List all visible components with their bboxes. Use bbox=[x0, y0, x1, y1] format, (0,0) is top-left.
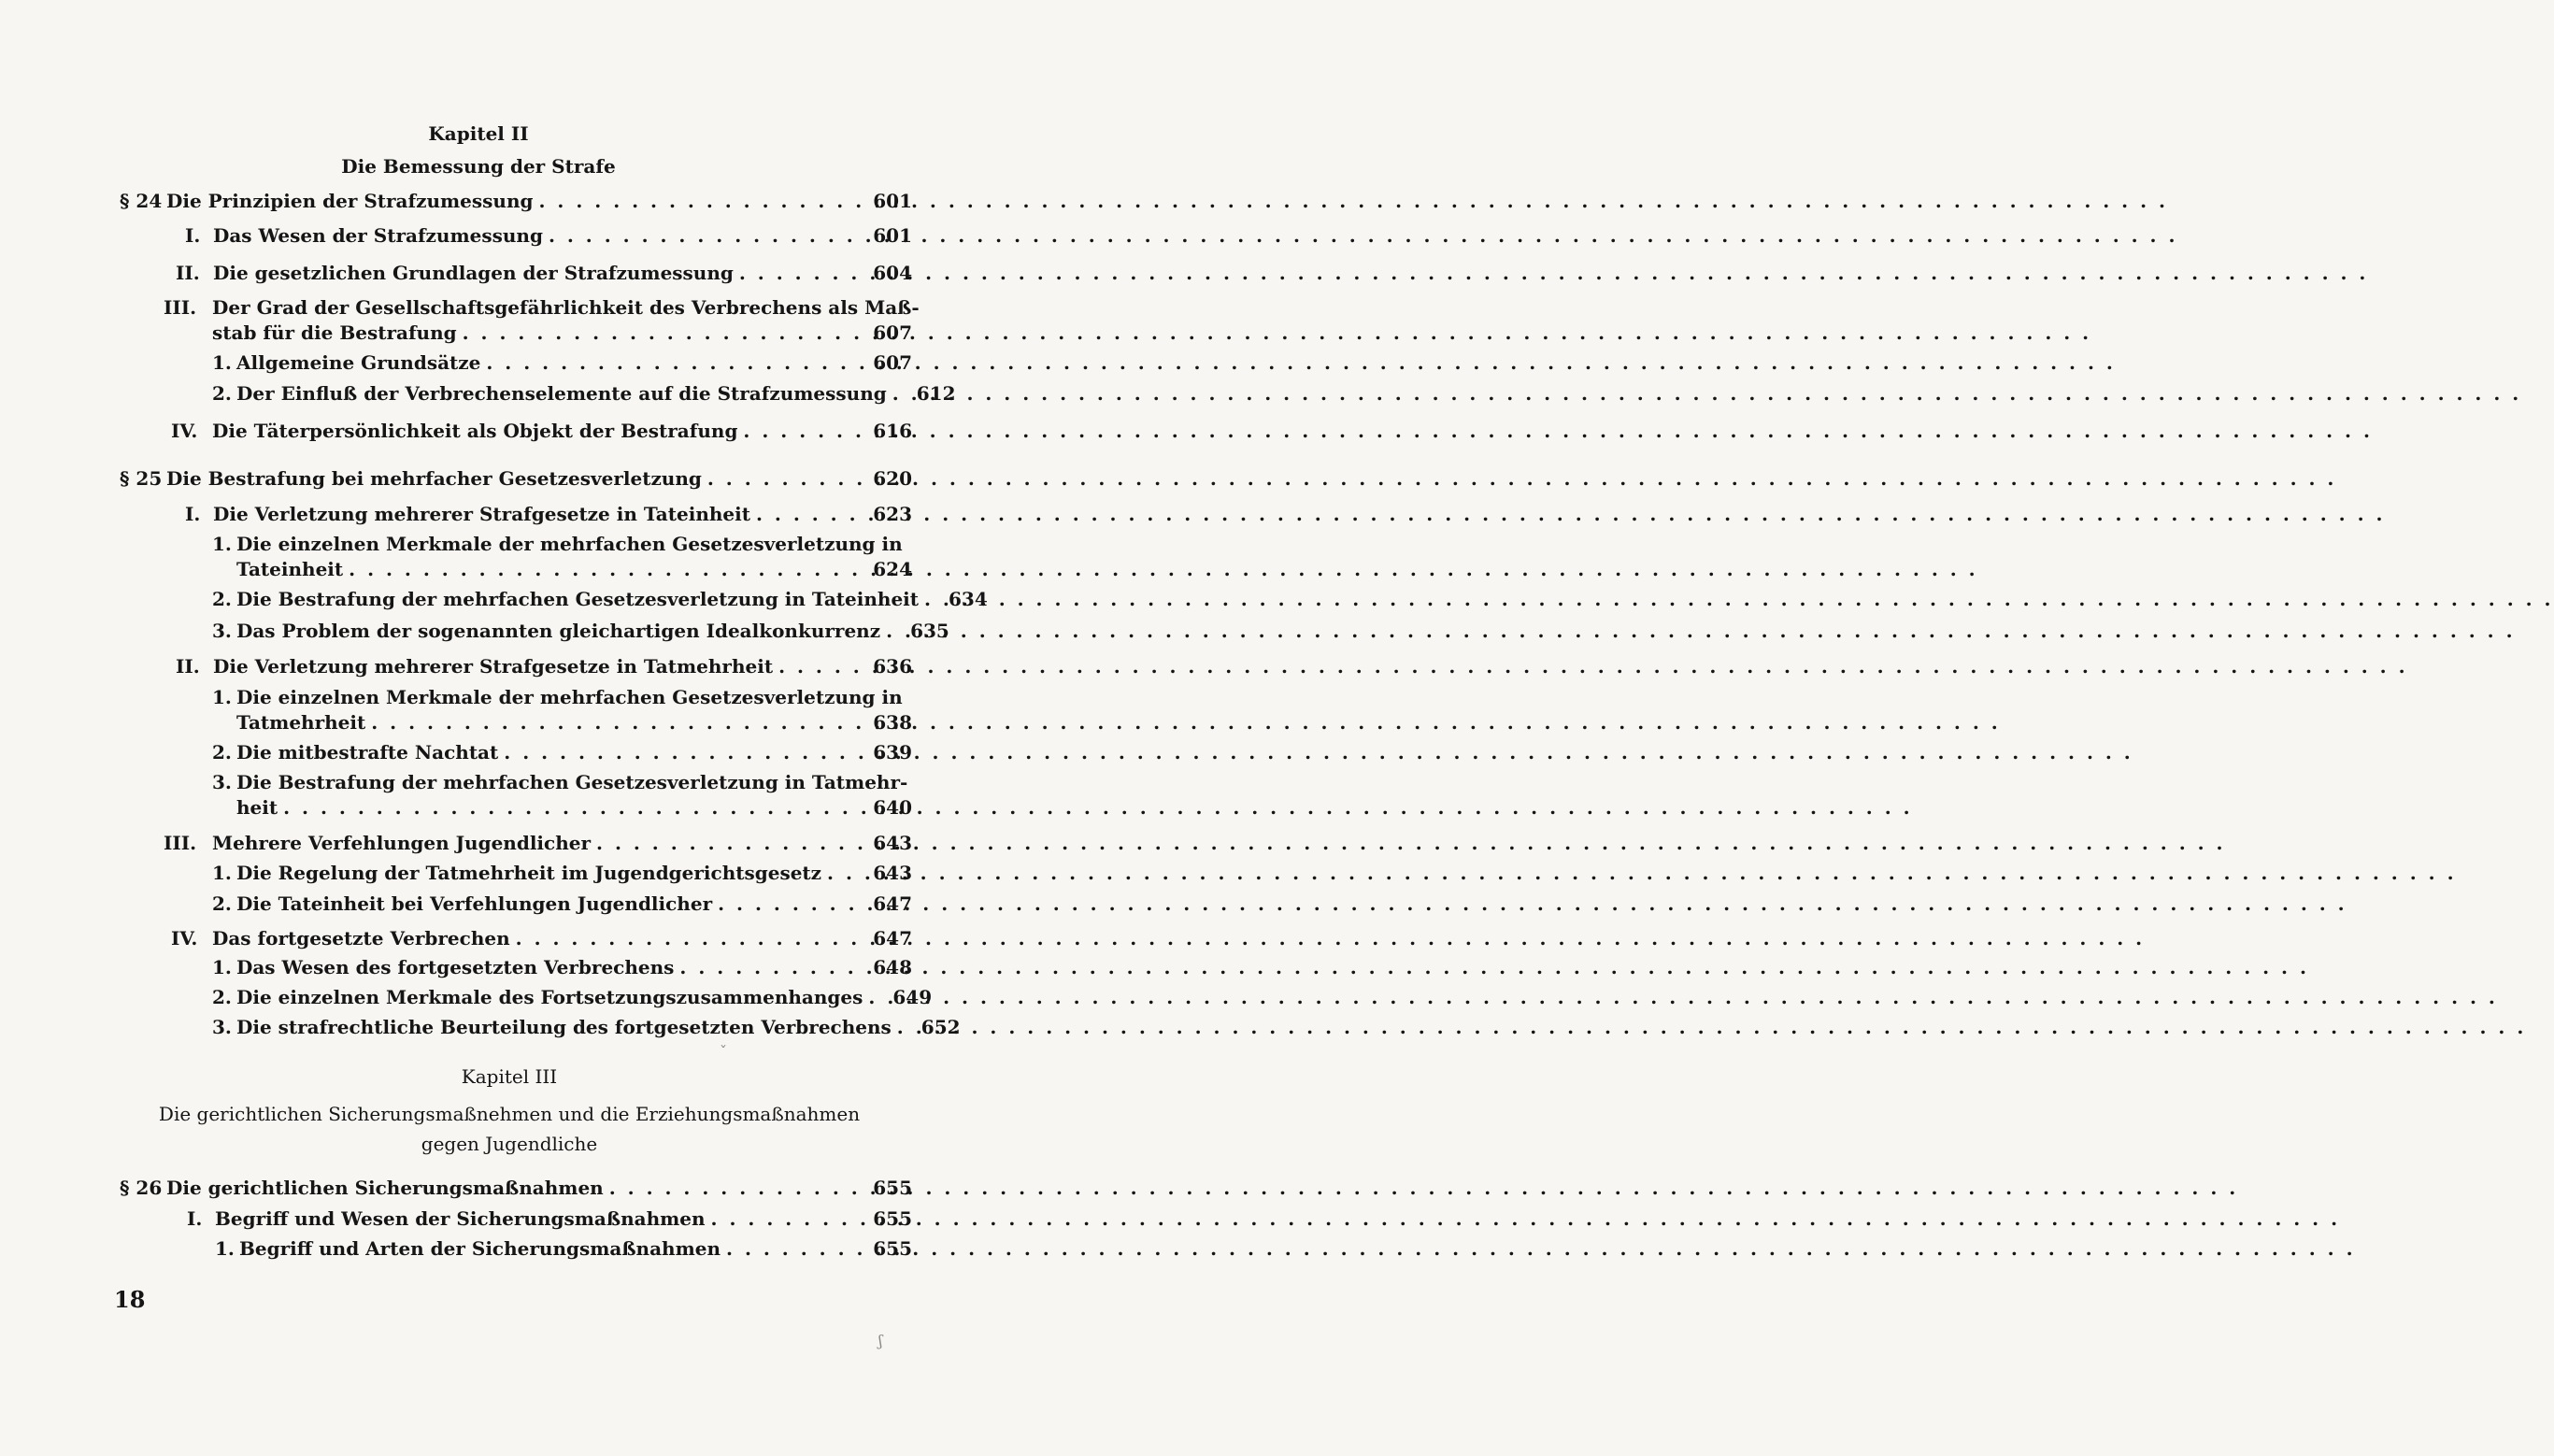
entry-title: Begriff und Wesen der Sicherungsmaßnahmen bbox=[215, 1207, 706, 1230]
entry-number: 1. bbox=[212, 686, 232, 708]
toc-entry[interactable] bbox=[164, 828, 912, 858]
entry-page: 638 bbox=[873, 711, 912, 734]
dot-leader bbox=[726, 1234, 867, 1263]
entry-title: Die Täterpersönlichkeit als Objekt der Bestrafung bbox=[212, 420, 738, 442]
entry-number: IV. bbox=[171, 927, 198, 949]
entry-title: Die einzelnen Merkmale des Fortsetzungszusammenhanges bbox=[236, 986, 863, 1008]
toc-entry[interactable] bbox=[176, 258, 912, 288]
dot-leader bbox=[743, 416, 867, 446]
entry-page: 623 bbox=[873, 503, 912, 525]
entry-number: I. bbox=[185, 503, 201, 525]
chapter-2-subtitle: Die Bemessung der Strafe bbox=[341, 155, 616, 178]
entry-page: 616 bbox=[873, 420, 912, 442]
dot-leader bbox=[739, 258, 867, 288]
chapter-2-title: Kapitel II bbox=[428, 122, 529, 145]
entry-number: 3. bbox=[212, 1016, 232, 1038]
dot-leader bbox=[778, 651, 867, 681]
entry-title: Das fortgesetzte Verbrechen bbox=[212, 927, 510, 949]
entry-number: 1. bbox=[212, 351, 232, 374]
entry-page: 647 bbox=[873, 892, 912, 915]
chapter-3-subtitle-line-2: gegen Jugendliche bbox=[421, 1133, 598, 1155]
dot-leader bbox=[371, 707, 867, 737]
page-number: 18 bbox=[114, 1286, 146, 1313]
toc-entry[interactable] bbox=[212, 348, 912, 378]
entry-page: 607 bbox=[873, 321, 912, 344]
entry-page: 601 bbox=[873, 190, 912, 212]
dot-leader bbox=[549, 221, 867, 250]
toc-entry-continuation[interactable] bbox=[236, 707, 912, 737]
entry-title: Die gesetzlichen Grundlagen der Strafzumessung bbox=[213, 262, 734, 284]
dot-leader bbox=[349, 554, 867, 584]
dot-leader bbox=[596, 828, 867, 858]
toc-entry[interactable] bbox=[212, 889, 912, 919]
entry-title: Die mitbestrafte Nachtat bbox=[236, 741, 499, 764]
dot-leader bbox=[679, 952, 867, 982]
toc-entry-continuation[interactable] bbox=[236, 554, 912, 584]
toc-entry[interactable] bbox=[120, 1173, 912, 1203]
entry-title: stab für die Bestrafung bbox=[212, 321, 457, 344]
entry-number: 1. bbox=[212, 956, 232, 978]
entry-page: 620 bbox=[873, 467, 912, 490]
toc-entry[interactable] bbox=[212, 584, 988, 614]
toc-entry[interactable] bbox=[120, 186, 912, 216]
dot-leader bbox=[886, 616, 905, 646]
dot-leader bbox=[756, 499, 867, 529]
dot-leader bbox=[538, 186, 867, 216]
entry-title: Begriff und Arten der Sicherungsmaßnahmen bbox=[239, 1237, 721, 1260]
toc-entry-continuation[interactable] bbox=[212, 318, 912, 348]
entry-page: 635 bbox=[910, 620, 949, 642]
toc-entry-continuation[interactable] bbox=[236, 792, 912, 822]
dot-leader bbox=[516, 923, 868, 953]
toc-entry[interactable] bbox=[120, 464, 912, 493]
entry-number: III. bbox=[164, 296, 197, 319]
entry-number: I. bbox=[187, 1207, 203, 1230]
chapter-3-subtitle-line-1: Die gerichtlichen Sicherungsmaßnehmen und die Erziehungsmaßnahmen bbox=[158, 1103, 861, 1125]
entry-title: Der Einfluß der Verbrechenselemente auf die Strafzumessung bbox=[236, 382, 887, 405]
entry-title: Die Regelung der Tatmehrheit im Jugendgerichtsgesetz bbox=[236, 862, 822, 884]
entry-page: 639 bbox=[873, 741, 912, 764]
toc-entry[interactable] bbox=[171, 416, 912, 446]
toc-page bbox=[0, 0, 988, 1456]
entry-number: II. bbox=[176, 655, 200, 678]
dot-leader bbox=[283, 792, 867, 822]
entry-number: IV. bbox=[171, 420, 198, 442]
toc-entry[interactable] bbox=[212, 737, 912, 767]
entry-page: 647 bbox=[873, 927, 912, 949]
toc-entry[interactable] bbox=[212, 952, 912, 982]
dot-leader bbox=[868, 982, 887, 1012]
entry-page: 655 bbox=[873, 1207, 912, 1230]
entry-number: 2. bbox=[212, 382, 232, 405]
entry-page: 643 bbox=[873, 862, 912, 884]
entry-number: 2. bbox=[212, 892, 232, 915]
dot-leader bbox=[463, 318, 868, 348]
entry-number: 3. bbox=[212, 620, 232, 642]
toc-entry[interactable] bbox=[176, 651, 912, 681]
entry-title: Die strafrechtliche Beurteilung des fortgesetzten Verbrechens bbox=[236, 1016, 892, 1038]
entry-page: 612 bbox=[916, 382, 956, 405]
entry-page: 624 bbox=[873, 558, 912, 580]
toc-entry[interactable] bbox=[185, 499, 912, 529]
entry-title: Die Verletzung mehrerer Strafgesetze in Tateinheit bbox=[213, 503, 750, 525]
entry-number: § 26 bbox=[120, 1177, 163, 1199]
dot-leader bbox=[924, 584, 943, 614]
entry-title: heit bbox=[236, 796, 278, 819]
entry-number: 3. bbox=[212, 771, 232, 793]
entry-number: 1. bbox=[215, 1237, 235, 1260]
entry-page: 634 bbox=[949, 588, 988, 610]
entry-title: Die Verletzung mehrerer Strafgesetze in Tatmehrheit bbox=[213, 655, 774, 678]
dot-leader bbox=[504, 737, 867, 767]
entry-title: Die Tateinheit bei Verfehlungen Jugendlicher bbox=[236, 892, 713, 915]
entry-title: Das Wesen der Strafzumessung bbox=[213, 224, 543, 247]
entry-title: Die Bestrafung bei mehrfacher Gesetzesverletzung bbox=[166, 467, 702, 490]
toc-entry[interactable] bbox=[212, 858, 912, 888]
entry-number: 1. bbox=[212, 862, 232, 884]
entry-number: 2. bbox=[212, 741, 232, 764]
toc-entry[interactable] bbox=[215, 1234, 912, 1263]
entry-page: 604 bbox=[873, 262, 912, 284]
entry-number: 2. bbox=[212, 588, 232, 610]
entry-number: § 25 bbox=[120, 467, 163, 490]
entry-title: Mehrere Verfehlungen Jugendlicher bbox=[212, 832, 592, 854]
entry-number: I. bbox=[185, 224, 201, 247]
toc-entry[interactable] bbox=[212, 1012, 961, 1042]
toc-entry[interactable] bbox=[185, 221, 912, 250]
entry-page: 640 bbox=[873, 796, 912, 819]
entry-title: Die Bestrafung der mehrfachen Gesetzesverletzung in Tateinheit bbox=[236, 588, 919, 610]
dot-leader bbox=[827, 858, 867, 888]
toc-entry[interactable] bbox=[212, 378, 956, 408]
dot-leader bbox=[707, 464, 867, 493]
toc-entry[interactable] bbox=[187, 1204, 912, 1234]
entry-number: § 24 bbox=[120, 190, 163, 212]
entry-number: III. bbox=[164, 832, 197, 854]
dot-leader bbox=[609, 1173, 868, 1203]
entry-title: Die einzelnen Merkmale der mehrfachen Gesetzesverletzung in bbox=[236, 533, 903, 555]
entry-title: Allgemeine Grundsätze bbox=[236, 351, 481, 374]
entry-page: 655 bbox=[873, 1177, 912, 1199]
entry-title: Das Wesen des fortgesetzten Verbrechens bbox=[236, 956, 675, 978]
entry-page: 649 bbox=[892, 986, 933, 1008]
toc-entry[interactable] bbox=[212, 616, 949, 646]
dot-leader bbox=[897, 1012, 916, 1042]
entry-page: 601 bbox=[873, 224, 912, 247]
entry-page: 652 bbox=[920, 1016, 961, 1038]
dot-leader bbox=[892, 378, 911, 408]
pencil-mark: ʃ bbox=[878, 1332, 883, 1349]
entry-title: Die Prinzipien der Strafzumessung bbox=[166, 190, 534, 212]
entry-title: Tateinheit bbox=[236, 558, 344, 580]
entry-title: Der Grad der Gesellschaftsgefährlichkeit des Verbrechens als Maß- bbox=[212, 296, 920, 319]
entry-title: Die einzelnen Merkmale der mehrfachen Gesetzesverletzung in bbox=[236, 686, 903, 708]
entry-number: 1. bbox=[212, 533, 232, 555]
entry-page: 607 bbox=[873, 351, 912, 374]
chapter-3-title: Kapitel III bbox=[461, 1065, 558, 1088]
entry-page: 636 bbox=[873, 655, 912, 678]
dot-leader bbox=[711, 1204, 868, 1234]
entry-number: 2. bbox=[212, 986, 232, 1008]
toc-entry[interactable] bbox=[171, 923, 912, 953]
entry-page: 643 bbox=[873, 832, 912, 854]
dot-leader bbox=[486, 348, 867, 378]
entry-title: Die gerichtlichen Sicherungsmaßnahmen bbox=[166, 1177, 604, 1199]
dot-leader bbox=[718, 889, 867, 919]
entry-number: II. bbox=[176, 262, 200, 284]
entry-page: 655 bbox=[873, 1237, 912, 1260]
entry-title: Das Problem der sogenannten gleichartigen Idealkonkurrenz bbox=[236, 620, 881, 642]
entry-title: Tatmehrheit bbox=[236, 711, 366, 734]
entry-page: 648 bbox=[873, 956, 912, 978]
entry-title: Die Bestrafung der mehrfachen Gesetzesverletzung in Tatmehr- bbox=[236, 771, 908, 793]
toc-entry[interactable] bbox=[212, 982, 933, 1012]
print-speck: ˇ bbox=[720, 1043, 727, 1061]
